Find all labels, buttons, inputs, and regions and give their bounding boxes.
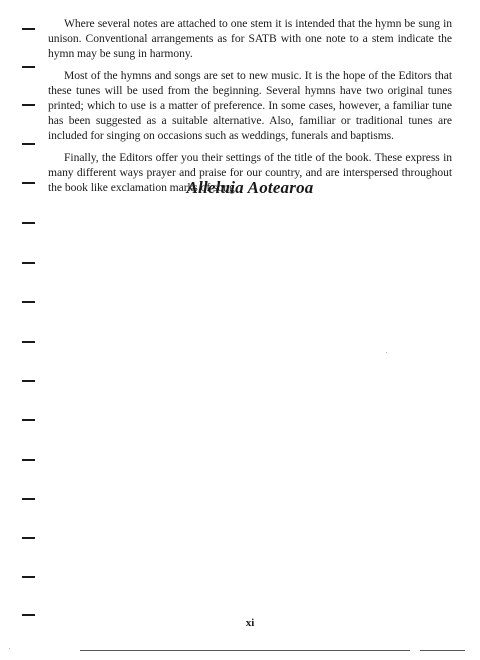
margin-tick [22,380,35,382]
body-paragraph: Most of the hymns and songs are set to new music. It is the hope of the Editors that these tunes will be used from the beginning. Several hymns have two original tunes printed; which to use is a matter of preference. In some cases, however, a familiar tune has been suggested as a suitable alternative. Also, familiar or traditional tunes are included for singing on occasions such as weddings, funerals and baptisms. [48,68,452,143]
paper-speck [386,352,387,353]
margin-tick [22,28,35,30]
margin-tick [22,104,35,106]
body-paragraph: Where several notes are attached to one stem it is intended that the hymn be sung in unison. Conventional arrangements as for SATB with one note to a stem indicate the hymn may be sung in harmony. [48,17,452,61]
margin-tick [22,537,35,539]
body-paragraph: Finally, the Editors offer you their settings of the title of the book. These express in many different ways prayer and praise for our country, and are interspersed throughout the book like exclamation marks of song. [48,150,452,195]
margin-tick [22,576,35,578]
margin-tick [22,301,35,303]
margin-tick [22,614,35,616]
margin-tick [22,143,35,145]
page-body [48,16,452,201]
margin-tick [22,419,35,421]
page-heading: Alleluia Aotearoa [186,178,314,197]
margin-tick [22,222,35,224]
bottom-rule [80,650,410,651]
margin-tick [22,459,35,461]
margin-tick [22,182,35,184]
page-number: xi [245,617,255,629]
margin-tick [22,262,35,264]
margin-tick [22,498,35,500]
margin-tick [22,341,35,343]
bottom-rule [420,650,465,651]
margin-tick [22,66,35,68]
paper-speck [9,648,10,649]
